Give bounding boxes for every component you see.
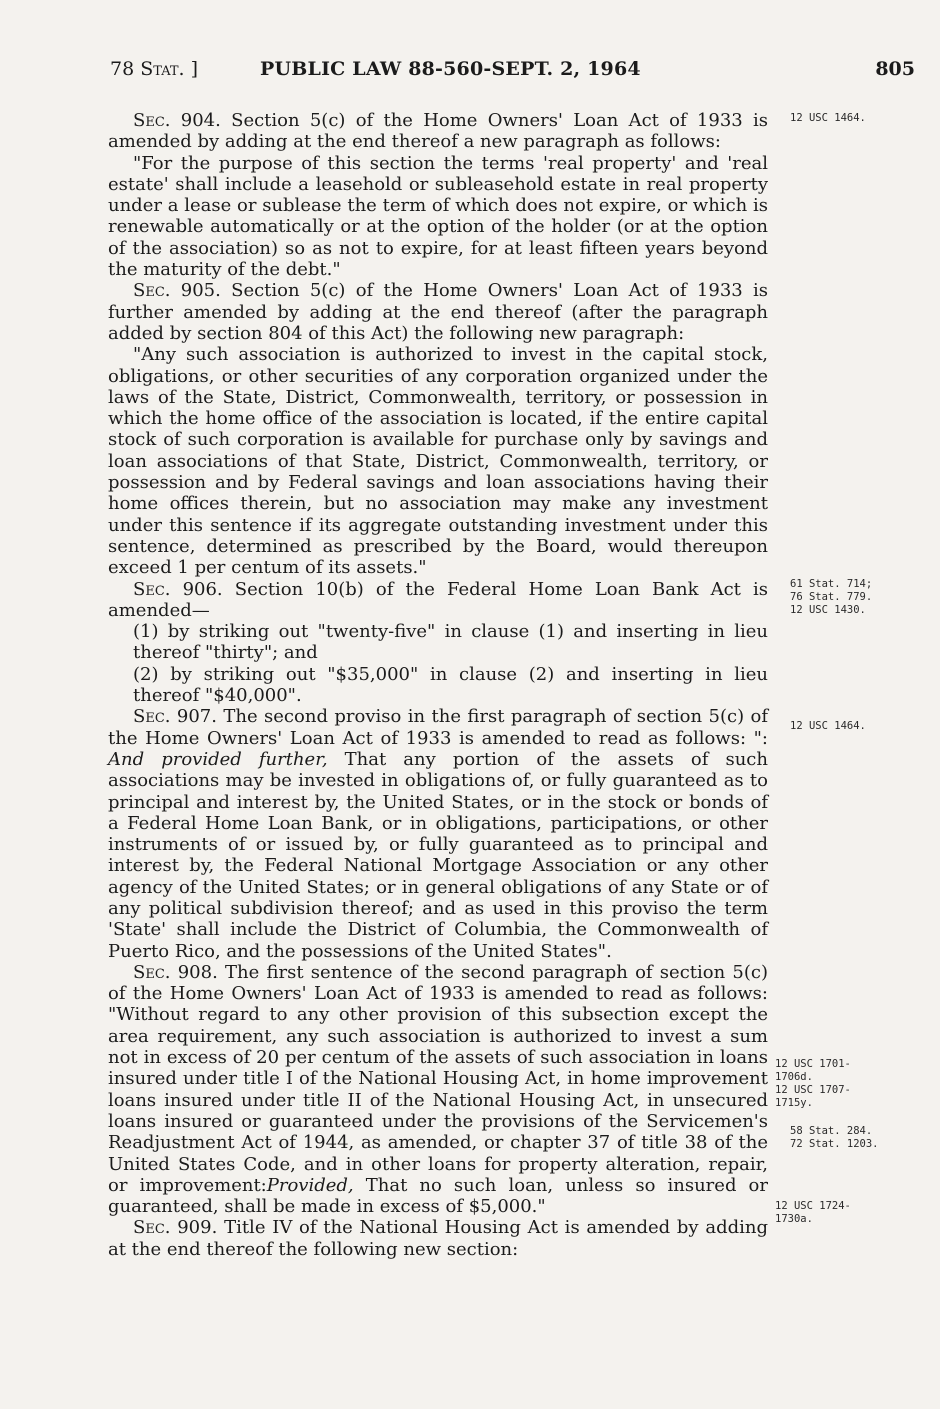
margin-note-6: 12 USC 1724- 1730a. bbox=[775, 1200, 851, 1225]
page-header bbox=[110, 58, 920, 88]
section-text: Title IV of the National Housing Act is amended by adding at the end thereof the following new section: bbox=[108, 1217, 768, 1260]
margin-note-5: 58 Stat. 284. 72 Stat. 1203. bbox=[790, 1125, 879, 1150]
public-law-title: PUBLIC LAW 88-560-SEPT. 2, 1964 bbox=[260, 58, 641, 80]
section-905-quote: "Any such association is authorized to invest in the capital stock, obligations, or other securities of any corporation organized under the laws of the State, District, Commonwealth, territory, or possession in which the home office of the association is located, if the entire capital stock of such corporation is available for purchase only by savings and loan associations of that State, District, Commonwealth, territory, or possession and by Federal savings and loan associations having their home offices therein, but no association may make any investment under this sentence if its aggregate outstanding investment under this sentence, determined as prescribed by the Board, would thereupon exceed 1 per centum of its assets." bbox=[108, 344, 768, 579]
proviso-italic: Provided, bbox=[266, 1174, 354, 1196]
section-text: Section 10(b) of the Federal Home Loan Bank Act is amended— bbox=[108, 578, 768, 621]
section-text: Section 5(c) of the Home Owners' Loan Act of 1933 is further amended by adding at the end thereof (after the paragraph added by section 804 of this Act) the following new paragraph: bbox=[108, 280, 768, 344]
margin-note-3: 12 USC 1464. bbox=[790, 720, 866, 732]
section-text: Section 5(c) of the Home Owners' Loan Act of 1933 is amended by adding at the end thereof a new paragraph as follows: bbox=[108, 110, 768, 153]
section-label: Sec. 908. bbox=[133, 961, 218, 983]
section-906-item-1: (1) by striking out "twenty-five" in clause (1) and inserting in lieu thereof "thirty"; and bbox=[133, 621, 768, 664]
section-label: Sec. 904. bbox=[133, 110, 221, 131]
section-text: The first sentence of the second paragraph of section 5(c) of the Home Owners' Loan Act of 1933 is amended to read as follows: "Without regard to any other provision of this subsection except the area requirement, any such association is authorized to invest a sum not in excess of 20 per centum of the assets of such association in loans insured under title I of the National Housing Act, in home improvement loans insured under title II of the National Housing Act, in unsecured loans insured or guaranteed under the provisions of the Servicemen's Readjustment Act of 1944, as amended, or chapter 37 of title 38 of the United States Code, and in other loans for property alteration, repair, or improvement: bbox=[108, 961, 768, 1196]
section-904-quote: "For the purpose of this section the terms 'real property' and 'real estate' shall include a leasehold or subleasehold estate in real property under a lease or sublease the term of which does not expire, or which is renewable automatically or at the option of the holder (or at the option of the association) so as not to expire, for at least fifteen years beyond the maturity of the debt." bbox=[108, 152, 768, 281]
section-907 bbox=[108, 706, 768, 962]
section-906 bbox=[108, 579, 768, 622]
page-number: 805 bbox=[875, 58, 915, 80]
section-909 bbox=[108, 1217, 768, 1260]
proviso-text: That no such loan, unless so insured or guaranteed, shall be made in excess of $5,000." bbox=[108, 1174, 768, 1218]
section-908 bbox=[108, 962, 768, 1218]
section-label: Sec. 905. bbox=[133, 280, 221, 302]
proviso-italic: And provided further, bbox=[108, 748, 328, 770]
margin-note-4: 12 USC 1701- 1706d. 12 USC 1707- 1715y. bbox=[775, 1058, 851, 1109]
section-905 bbox=[108, 280, 768, 344]
proviso-text: That any portion of the assets of such associations may be invested in obligations of, or fully guaranteed as to principal and interest by, the United States, or in the stock or bonds of a Federal Home Loan Bank, or in obligations, participations, or other instruments of or issued by, or fully guaranteed as to principal and interest by, the Federal National Mortgage Association or any other agency of the United States; or in general obligations of any State or of any political subdivision thereof; and as used in this proviso the term 'State' shall include the District of Columbia, the Commonwealth of Puerto Rico, and the possessions of the United States". bbox=[108, 748, 768, 962]
section-label: Sec. 906. bbox=[133, 578, 223, 600]
section-label: Sec. 909. bbox=[133, 1217, 218, 1239]
margin-note-1: 12 USC 1464. bbox=[790, 112, 866, 124]
section-text: The second proviso in the first paragraph of section 5(c) of the Home Owners' Loan Act of 1933 is amended to read as follows: bbox=[108, 706, 768, 749]
section-904 bbox=[108, 110, 768, 153]
statute-body bbox=[108, 110, 768, 1260]
quote-open: ": bbox=[753, 727, 768, 749]
section-906-item-2: (2) by striking out "$35,000" in clause (2) and inserting in lieu thereof "$40,000". bbox=[133, 663, 768, 707]
section-label: Sec. 907. bbox=[133, 706, 217, 728]
margin-note-2: 61 Stat. 714; 76 Stat. 779. 12 USC 1430. bbox=[790, 578, 873, 616]
stat-volume: 78 Stat. ] bbox=[110, 58, 199, 80]
